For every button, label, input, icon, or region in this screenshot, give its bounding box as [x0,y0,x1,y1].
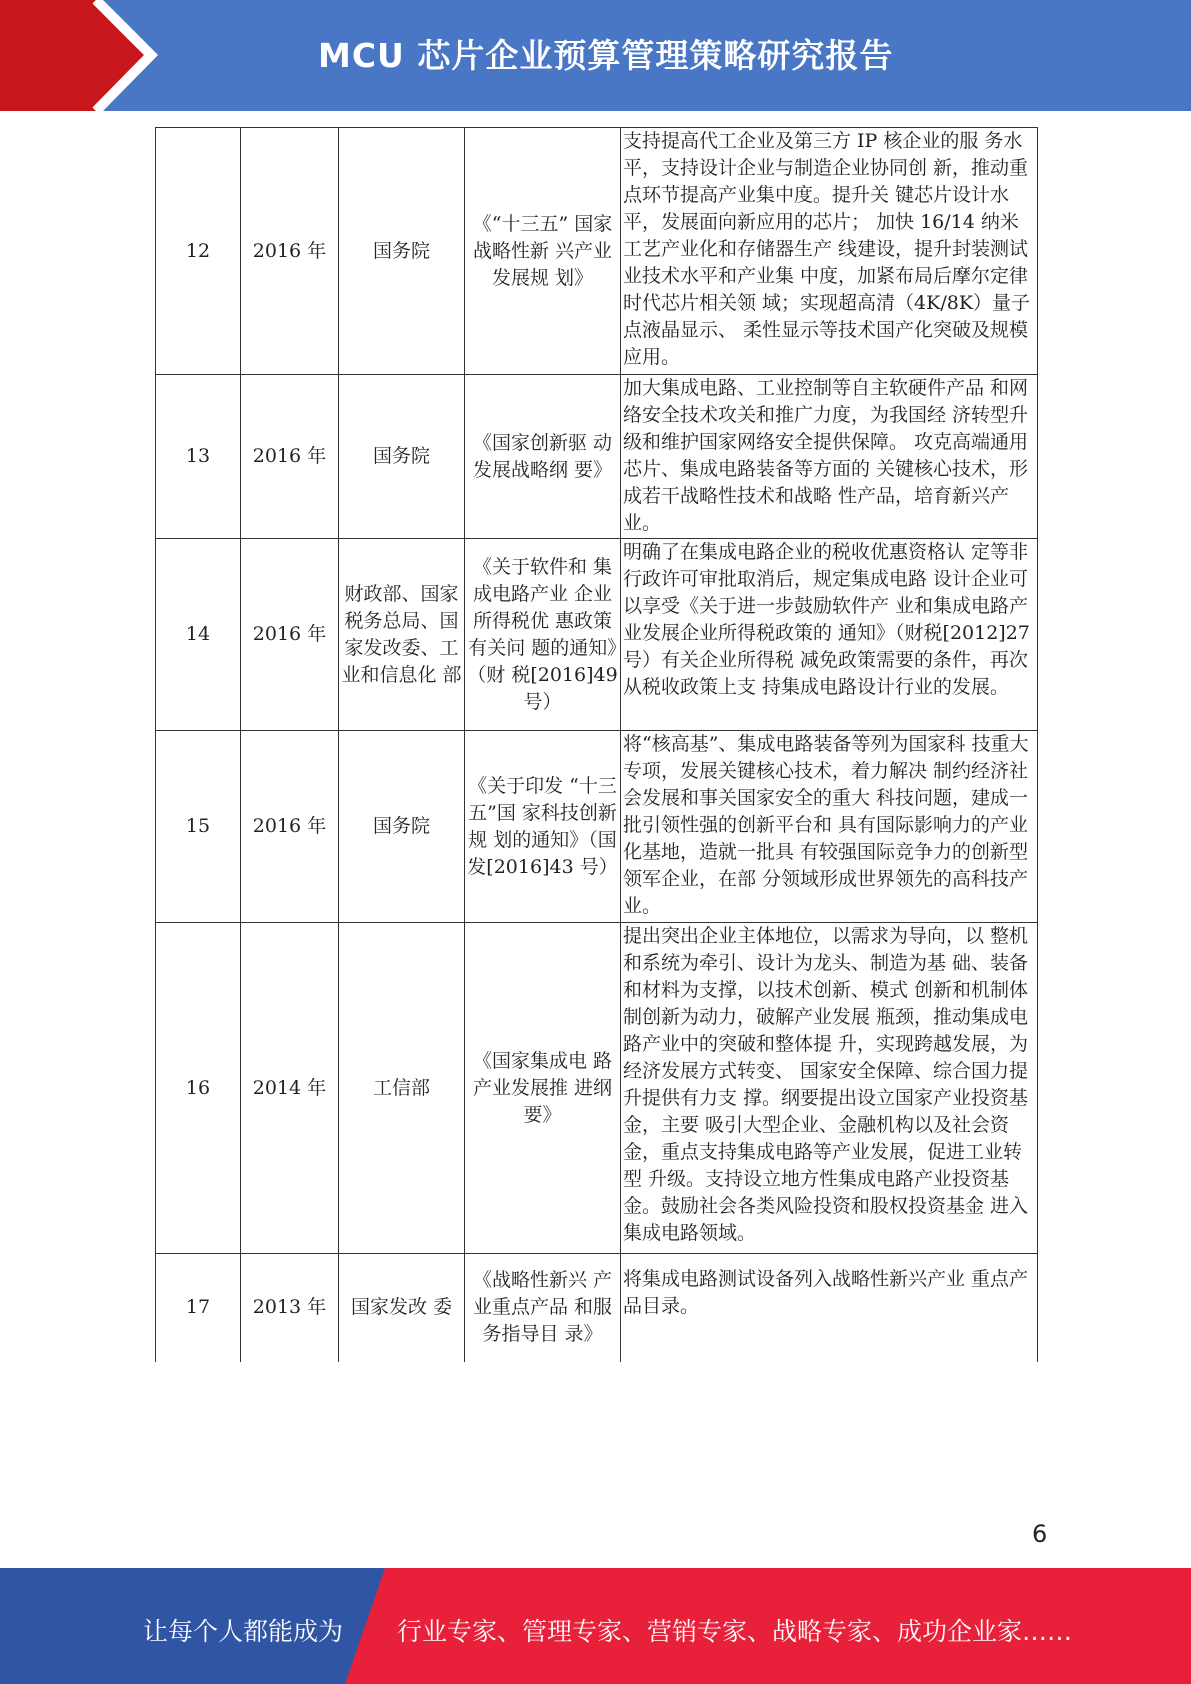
cell-document: 《关于印发 “十三五”国 家科技创新规 划的通知》（国 发[2016]43 号） [465,731,621,923]
cell-content: 将集成电路测试设备列入战略性新兴产业 重点产品目录。 [621,1254,1038,1362]
cell-department: 国务院 [339,375,465,539]
table-row [156,539,1038,731]
cell-department: 财政部、国家税务总局、国家发改委、工业和信息化 部 [339,539,465,731]
header-arrow-shape [0,0,150,111]
cell-number: 15 [156,731,241,923]
policy-table [155,127,1038,1362]
cell-department: 国务院 [339,128,465,375]
footer-slogan-right: 行业专家、管理专家、营销专家、战略专家、成功企业家…… [397,1617,1073,1646]
cell-number: 14 [156,539,241,731]
cell-document: 《国家创新驱 动发展战略纲 要》 [465,375,621,539]
cell-year: 2016 年 [241,539,339,731]
cell-department: 国家发改 委 [339,1254,465,1362]
report-title: MCU 芯片企业预算管理策略研究报告 [318,36,894,75]
cell-content: 明确了在集成电路企业的税收优惠资格认 定等非行政许可审批取消后，规定集成电路 设计企业可以享受《关于进一步鼓励软件产 业和集成电路产业发展企业所得税政策的 通知》（财税[2012]27 号）有关企业所得税 减免政策需要的条件，再次从税收政策上支 持集成电路设计行业的发展。 [621,539,1038,731]
page-number: 6 [1032,1520,1048,1548]
cell-year: 2016 年 [241,375,339,539]
cell-number: 13 [156,375,241,539]
cell-number: 17 [156,1254,241,1362]
table-row [156,128,1038,375]
cell-year: 2016 年 [241,731,339,923]
cell-document: 《“十三五” 国家战略性新 兴产业发展规 划》 [465,128,621,375]
cell-document: 《战略性新兴 产业重点产品 和服务指导目 录》 [465,1254,621,1362]
cell-number: 16 [156,923,241,1254]
footer-slogan-left: 让每个人都能成为 [143,1617,344,1646]
cell-year: 2016 年 [241,128,339,375]
cell-number: 12 [156,128,241,375]
cell-year: 2014 年 [241,923,339,1254]
page-header [0,0,1191,111]
cell-document: 《国家集成电 路产业发展推 进纲要》 [465,923,621,1254]
table-row [156,923,1038,1254]
cell-content: 加大集成电路、工业控制等自主软硬件产品 和网络安全技术攻关和推广力度，为我国经 济转型升级和维护国家网络安全提供保障。 攻克高端通用芯片、集成电路装备等方面的 关键核心技术，形成若干战略性技术和战略 性产品，培育新兴产业。 [621,375,1038,539]
table-row [156,375,1038,539]
cell-year: 2013 年 [241,1254,339,1362]
cell-department: 国务院 [339,731,465,923]
cell-content: 将“核高基”、集成电路装备等列为国家科 技重大专项，发展关键核心技术，着力解决 制约经济社会发展和事关国家安全的重大 科技问题，建成一批引领性强的创新平台和 具有国际影响力的产业化基地，造就一批具 有较强国际竞争力的创新型领军企业，在部 分领域形成世界领先的高科技产业。 [621,731,1038,923]
table-row [156,1254,1038,1362]
page-footer [0,1568,1191,1684]
cell-content: 提出突出企业主体地位，以需求为导向，以 整机和系统为牵引、设计为龙头、制造为基 础、装备和材料为支撑，以技术创新、模式 创新和机制体制创新为动力，破解产业发展 瓶颈，推动集成电路产业中的突破和整体提 升，实现跨越发展，为经济发展方式转变、 国家安全保障、综合国力提升提供有力支 撑。纲要提出设立国家产业投资基金，主要 吸引大型企业、金融机构以及社会资金，重点支持集成电路等产业发展，促进工业转型 升级。支持设立地方性集成电路产业投资基 金。鼓励社会各类风险投资和股权投资基金 进入集成电路领域。 [621,923,1038,1254]
cell-document: 《关于软件和 集成电路产业 企业所得税优 惠政策有关问 题的通知》（财 税[2016]49 号） [465,539,621,731]
cell-department: 工信部 [339,923,465,1254]
cell-content: 支持提高代工企业及第三方 IP 核企业的服 务水平，支持设计企业与制造企业协同创 新，推动重点环节提高产业集中度。提升关 键芯片设计水平，发展面向新应用的芯片； 加快 16/14 纳米工艺产业化和存储器生产 线建设，提升封装测试业技术水平和产业集 中度，加紧布局后摩尔定律时代芯片相关领 域；实现超高清（4K/8K）量子点液晶显示、 柔性显示等技术国产化突破及规模应用。 [621,128,1038,375]
table-row [156,731,1038,923]
